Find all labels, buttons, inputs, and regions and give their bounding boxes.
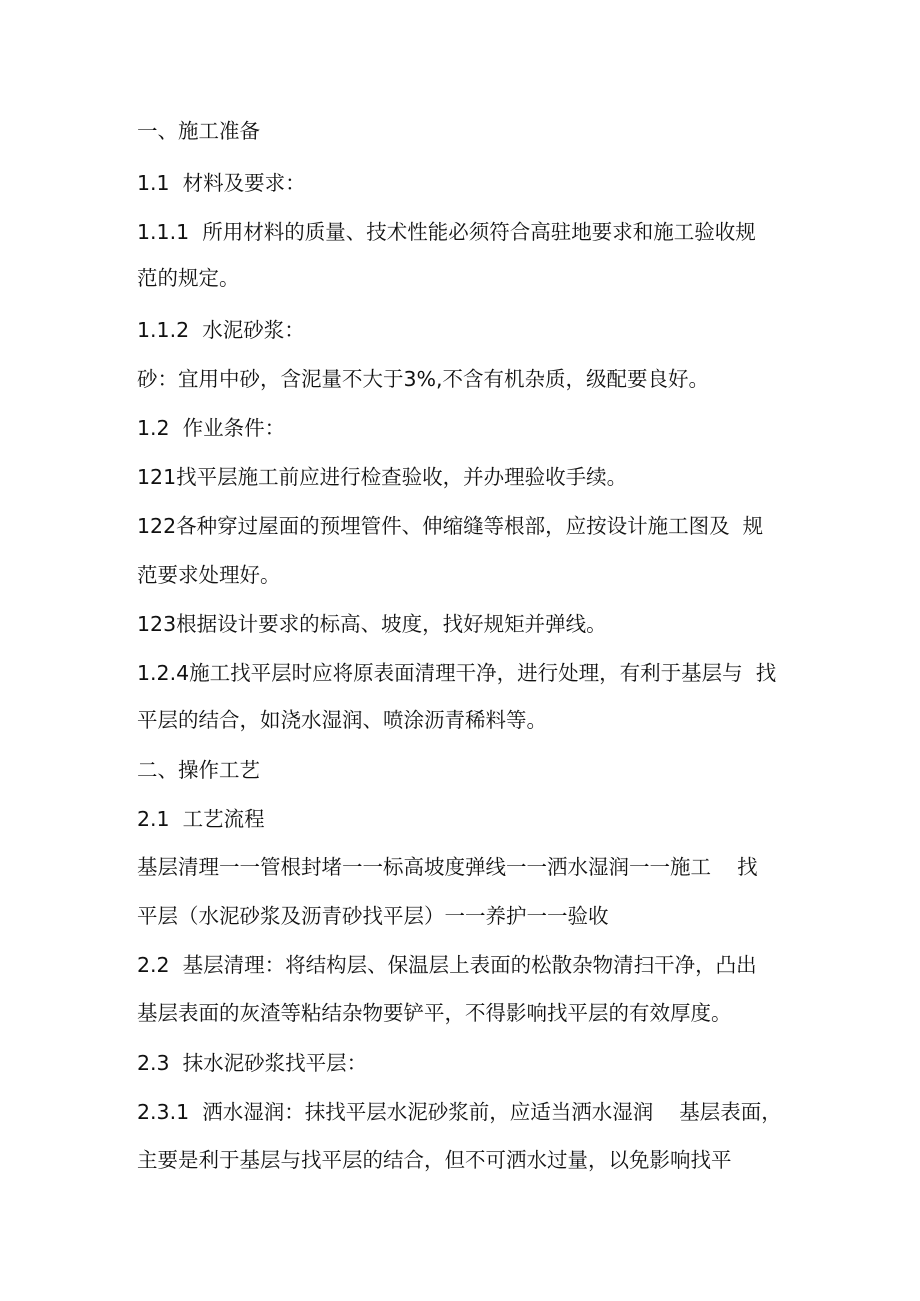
paragraph-line: 1.2.4施工找平层时应将原表面清理干净，进行处理，有利于基层与 找 — [137, 661, 777, 685]
paragraph-line: 123根据设计要求的标高、坡度，找好规矩并弹线。 — [137, 612, 607, 636]
paragraph-line: 121找平层施工前应进行检查验收，并办理验收手续。 — [137, 465, 628, 489]
paragraph-line: 平层（水泥砂浆及沥青砂找平层）一一养护一一验收 — [137, 904, 609, 928]
paragraph-line: 1.1.1 所用材料的质量、技术性能必须符合高驻地要求和施工验收规 — [137, 220, 756, 244]
paragraph-line: 基层清理一一管根封堵一一标高坡度弹线一一洒水湿润一一施工 找 — [137, 855, 758, 879]
paragraph-line: 122各种穿过屋面的预埋管件、伸缩缝等根部，应按设计施工图及 规 — [137, 514, 764, 538]
paragraph-line: 2.2 基层清理：将结构层、保温层上表面的松散杂物清扫干净，凸出 — [137, 953, 757, 977]
heading-working-conditions: 1.2 作业条件： — [137, 416, 286, 440]
paragraph-line: 主要是利于基层与找平层的结合，但不可洒水过量，以免影响找平 — [137, 1148, 732, 1172]
paragraph-line: 基层表面的灰渣等粘结杂物要铲平，不得影响找平层的有效厚度。 — [137, 1001, 732, 1025]
paragraph-line: 砂：宜用中砂，含泥量不大于3%,不含有机杂质，级配要良好。 — [137, 367, 710, 391]
heading-cement-mortar: 1.1.2 水泥砂浆： — [137, 318, 305, 342]
heading-materials-requirements: 1.1 材料及要求： — [137, 171, 306, 195]
heading-process-flow: 2.1 工艺流程 — [137, 807, 265, 831]
paragraph-line: 范的规定。 — [137, 266, 240, 290]
heading-construction-preparation: 一、施工准备 — [137, 119, 260, 143]
paragraph-line: 2.3.1 洒水湿润：抹找平层水泥砂浆前，应适当洒水湿润 基层表面， — [137, 1100, 782, 1124]
paragraph-line: 平层的结合，如浇水湿润、喷涂沥青稀料等。 — [137, 708, 547, 732]
heading-operation-process: 二、操作工艺 — [137, 758, 260, 782]
heading-cement-mortar-leveling: 2.3 抹水泥砂浆找平层： — [137, 1051, 368, 1075]
paragraph-line: 范要求处理好。 — [137, 563, 281, 587]
